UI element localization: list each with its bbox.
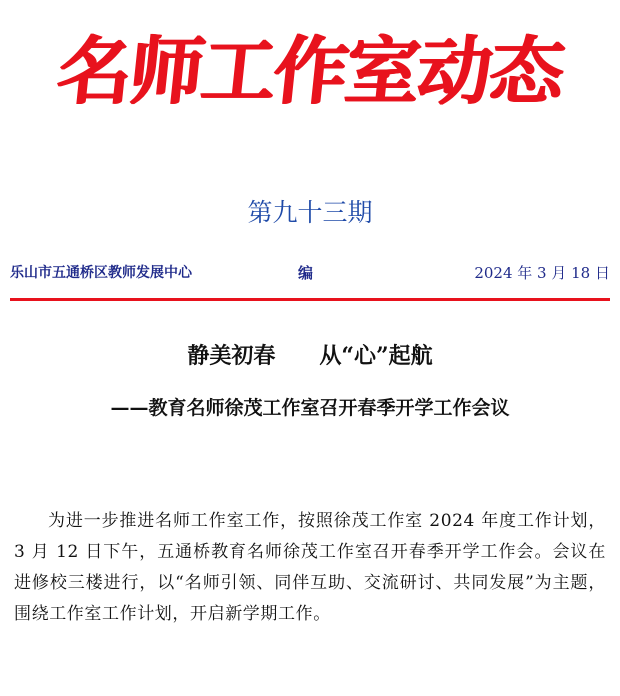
article-paragraph: 为进一步推进名师工作室工作，按照徐茂工作室 2024 年度工作计划，3 月 12 日下午，五通桥教育名师徐茂工作室召开春季开学工作会。会议在进修校三楼进行，以“名师引领、同伴互助、交流研讨、共同发展”为主题，围绕工作室工作计划，开启新学期工作。	[14, 511, 606, 624]
publisher-organization: 乐山市五通桥区教师发展中心	[10, 265, 192, 281]
publisher-role: 编	[298, 264, 314, 282]
header-divider	[10, 298, 610, 301]
publish-date: 2024 年 3 月 18 日	[474, 264, 610, 282]
masthead-title: 名师工作室动态	[53, 29, 567, 115]
issue-number: 第九十三期	[247, 198, 373, 227]
publisher-row	[10, 262, 610, 284]
article-subtitle: ——教育名师徐茂工作室召开春季开学工作会议	[110, 397, 510, 419]
article-title: 静美初春 从“心”起航	[187, 343, 433, 369]
